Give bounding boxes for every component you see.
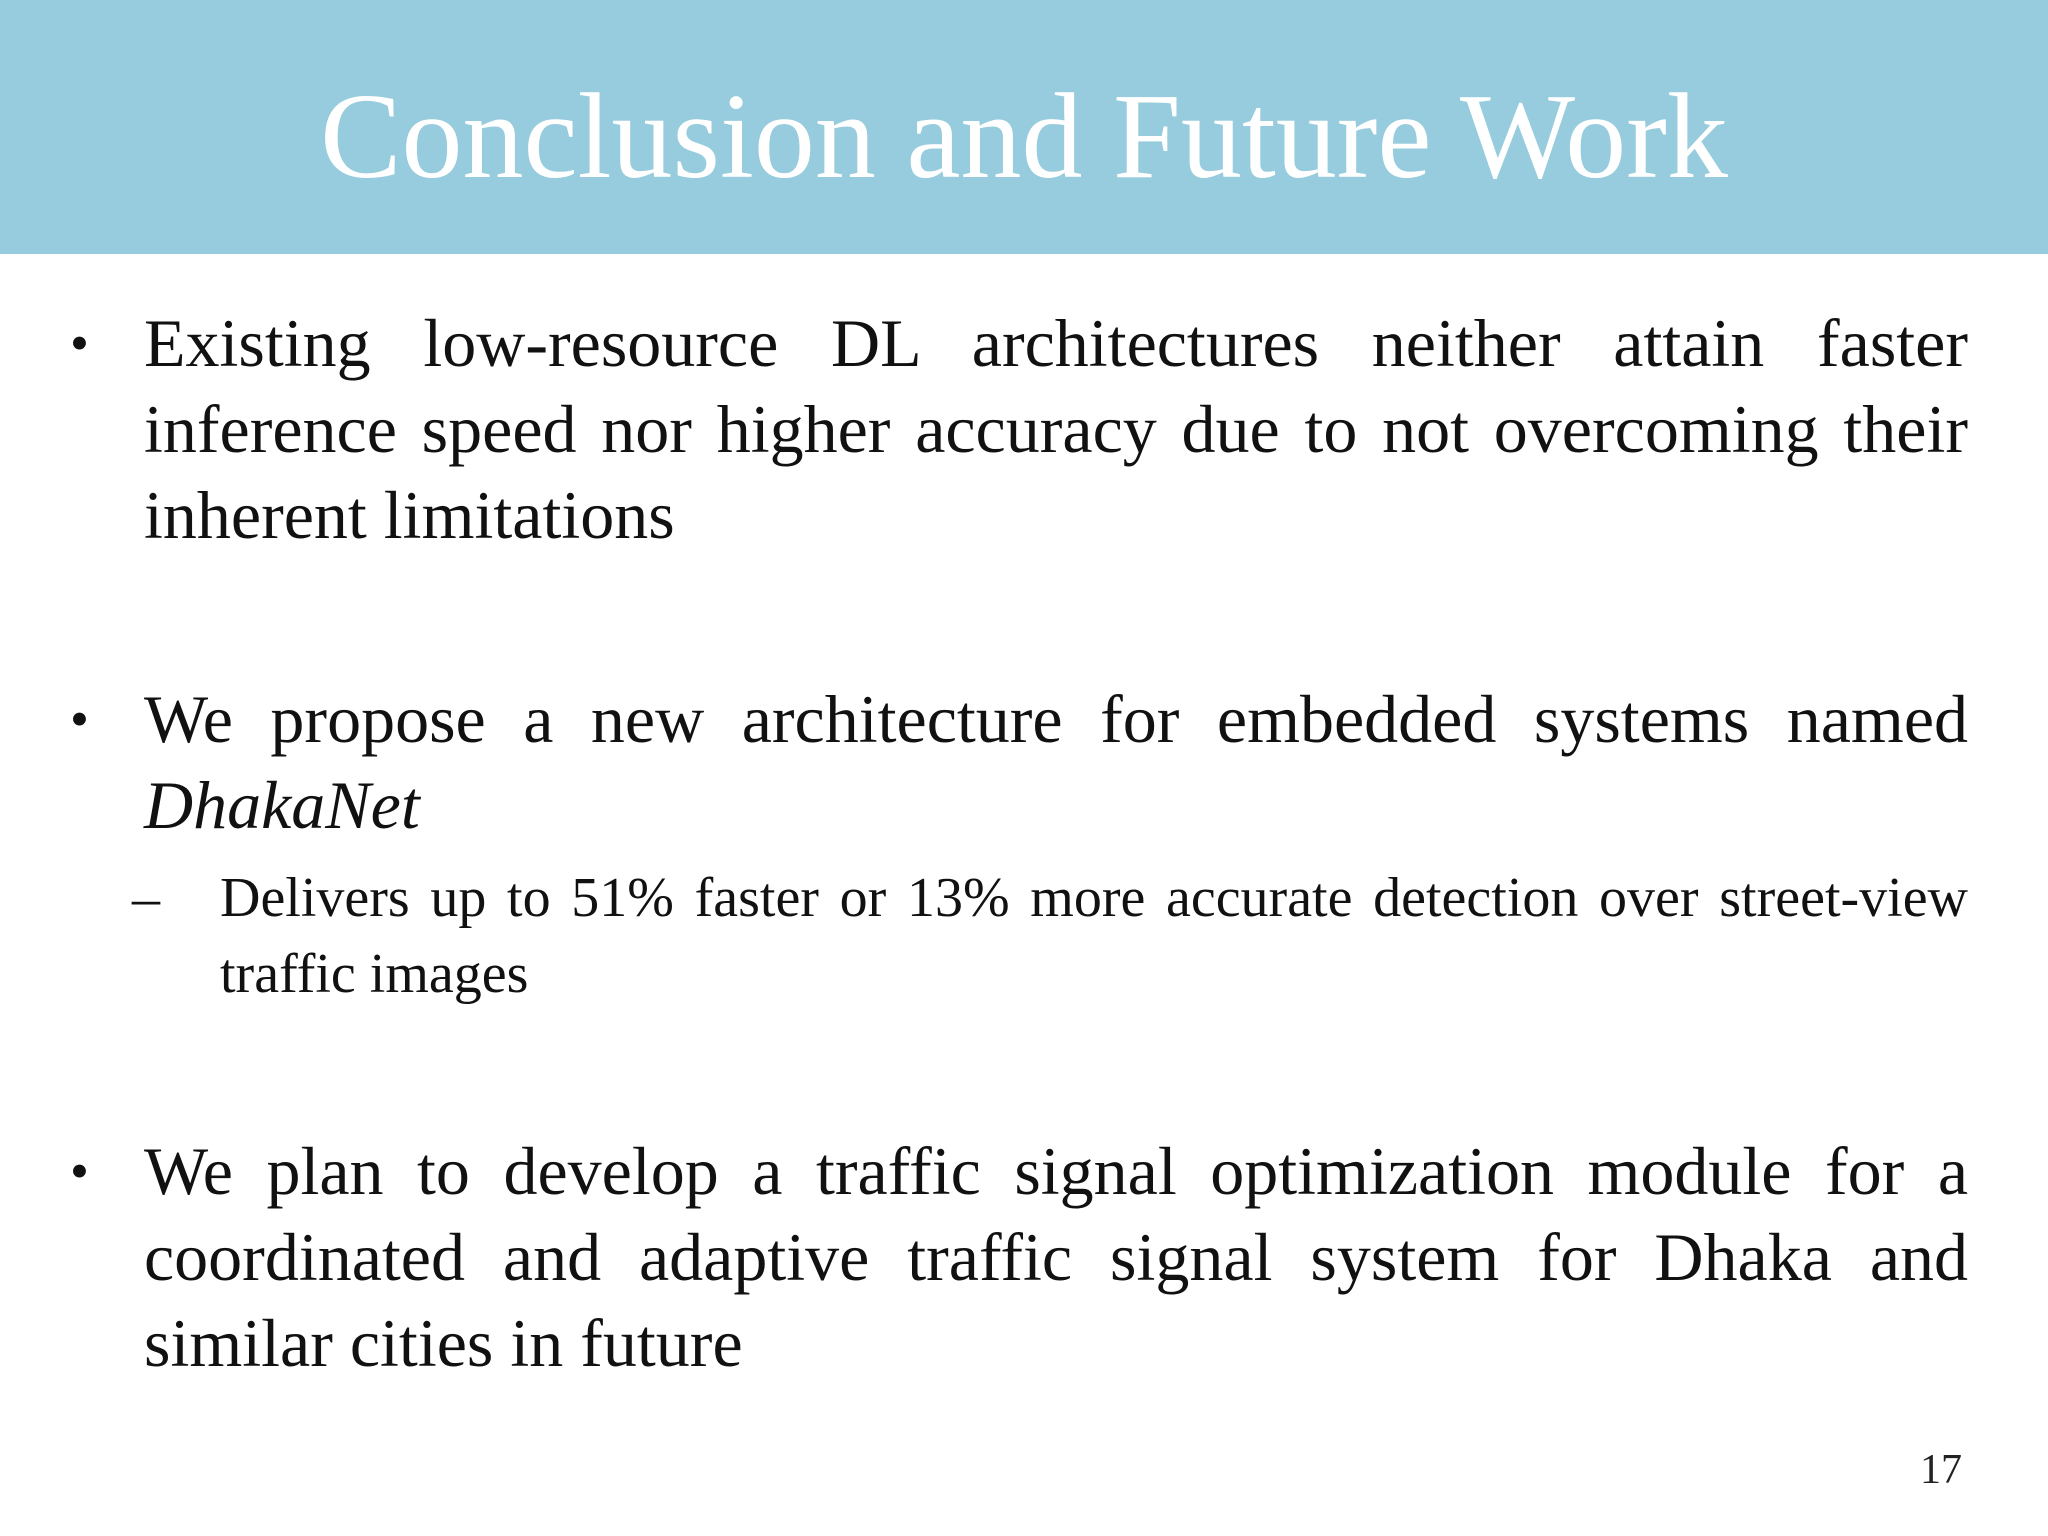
bullet-3: We plan to develop a traffic signal optimization module for a coordinated and adaptive traffic signal system for Dhaka and similar cities in future: [144, 1133, 1968, 1381]
title-bar: [0, 0, 2048, 254]
bullet-marker-1: •: [70, 313, 89, 373]
page-number: 17: [1920, 1447, 1962, 1493]
bullet-marker-2: •: [70, 689, 89, 749]
slide-title: Conclusion and Future Work: [320, 69, 1728, 204]
bullet-marker-3: •: [70, 1141, 89, 1201]
dhakanet-emphasis: DhakaNet: [144, 767, 420, 843]
bullet-2: [144, 676, 1968, 848]
sub-bullet-1: Delivers up to 51% faster or 13% more accurate detection over street-view traffic images: [220, 867, 1968, 1005]
sub-bullet-marker-1: –: [132, 867, 160, 929]
bullet-2-text: We propose a new architecture for embedded systems named: [144, 681, 1968, 757]
bullet-1: Existing low-resource DL architectures neither attain faster inference speed nor higher accuracy due to not overcoming their inherent limitations: [144, 305, 1968, 553]
